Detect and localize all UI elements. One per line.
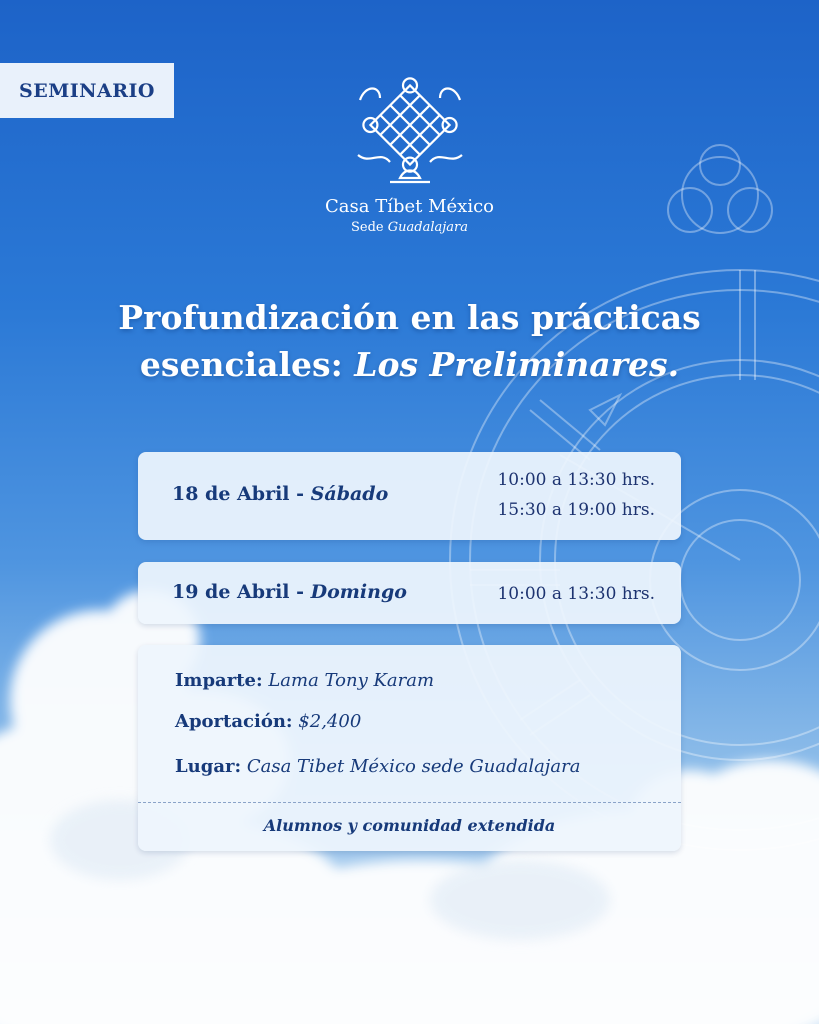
- lugar-value: Casa Tibet México sede Guadalajara: [246, 756, 581, 777]
- page-title: [0, 294, 819, 388]
- imparte-value: Lama Tony Karam: [268, 670, 435, 691]
- sede-prefix: Sede: [351, 220, 384, 235]
- title-line-2-italic: Los Preliminares.: [354, 345, 680, 384]
- session-date: [172, 581, 407, 603]
- session-times: [497, 579, 655, 609]
- details-card: [138, 645, 681, 851]
- session-day: Domingo: [310, 581, 407, 603]
- session-time: 15:30 a 19:00 hrs.: [497, 500, 655, 520]
- seminario-badge: [0, 63, 174, 118]
- session-date-text: 18 de Abril -: [172, 483, 305, 505]
- session-day: Sábado: [310, 483, 389, 505]
- title-line-2: [0, 341, 819, 388]
- title-line-2-plain: esenciales:: [139, 345, 343, 384]
- imparte-row: [175, 670, 434, 691]
- audience-text: Alumnos y comunidad extendida: [263, 816, 556, 835]
- aportacion-value: $2,400: [298, 711, 362, 732]
- session-date: [172, 483, 388, 505]
- imparte-label: Imparte:: [175, 670, 263, 691]
- org-name: Casa Tíbet México: [325, 196, 494, 217]
- endless-knot-icon: [350, 70, 470, 195]
- divider: [138, 802, 681, 803]
- session-card-sunday: [138, 562, 681, 624]
- session-card-saturday: [138, 452, 681, 540]
- session-times: [497, 465, 655, 525]
- org-sede: [0, 220, 819, 235]
- badge-label: SEMINARIO: [19, 79, 155, 102]
- session-time: 10:00 a 13:30 hrs.: [497, 470, 655, 490]
- lugar-row: [175, 756, 580, 777]
- aportacion-row: [175, 711, 361, 732]
- sede-city: Guadalajara: [387, 220, 468, 235]
- session-date-text: 19 de Abril -: [172, 581, 305, 603]
- title-line-1: Profundización en las prácticas: [118, 298, 701, 337]
- lugar-label: Lugar:: [175, 756, 242, 777]
- session-time: 10:00 a 13:30 hrs.: [497, 584, 655, 604]
- aportacion-label: Aportación:: [175, 711, 293, 732]
